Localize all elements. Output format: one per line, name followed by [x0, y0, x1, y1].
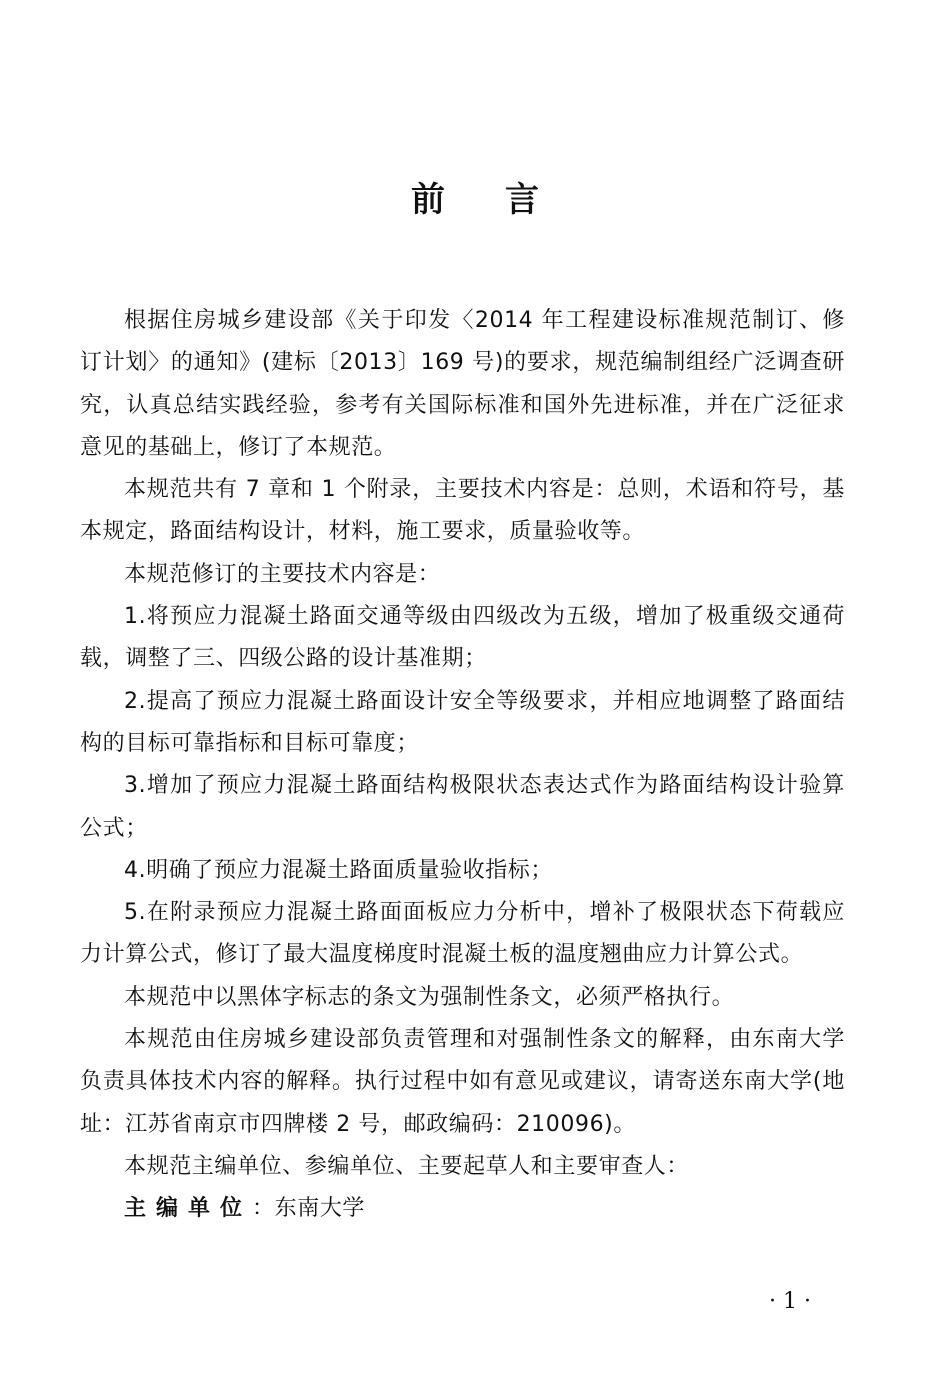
page-number: · 1 · — [769, 1289, 811, 1314]
chief-editor-value: ：东南大学 — [252, 1196, 366, 1222]
page-title: 前言 — [411, 180, 599, 220]
paragraph-revision-intro: 本规范修订的主要技术内容是： — [124, 561, 441, 587]
chief-editor-line — [80, 1188, 845, 1230]
chief-editor-label: 主编单位 — [124, 1196, 253, 1222]
paragraph-units-intro: 本规范主编单位、参编单位、主要起草人和主要审查人： — [124, 1153, 690, 1179]
paragraph-management: 本规范由住房城乡建设部负责管理和对强制性条文的解释，由东南大学负责具体技术内容的解释。执行过程中如有意见或建议，请寄送东南大学(地址：江苏省南京市四牌楼 2 号，邮政编码：210096)。 — [80, 1027, 845, 1137]
revision-item-4: 4.明确了预应力混凝土路面质量验收指标； — [124, 857, 553, 883]
revision-item-3: 3.增加了预应力混凝土路面结构极限状态表达式作为路面结构设计验算公式； — [80, 773, 845, 841]
revision-item-5: 5.在附录预应力混凝土路面面板应力分析中，增补了极限状态下荷载应力计算公式，修订了最大温度梯度时混凝土板的温度翘曲应力计算公式。 — [80, 900, 845, 968]
paragraph-mandatory: 本规范中以黑体字标志的条文为强制性条文，必须严格执行。 — [124, 984, 735, 1010]
revision-item-1: 1.将预应力混凝土路面交通等级由四级改为五级，增加了极重级交通荷载，调整了三、四级公路的设计基准期； — [80, 604, 845, 672]
paragraph-basis: 根据住房城乡建设部《关于印发〈2014 年工程建设标准规范制订、修订计划〉的通知》(建标〔2013〕169 号)的要求，规范编制组经广泛调查研究，认真总结实践经验，参考有关国际标准和国外先进标准，并在广泛征求意见的基础上，修订了本规范。 — [80, 308, 845, 460]
revision-item-2: 2.提高了预应力混凝土路面设计安全等级要求，并相应地调整了路面结构的目标可靠指标和目标可靠度； — [80, 688, 845, 756]
paragraph-content-summary: 本规范共有 7 章和 1 个附录，主要技术内容是：总则，术语和符号，基本规定，路面结构设计，材料，施工要求，质量验收等。 — [80, 477, 845, 545]
body-text — [80, 300, 845, 1231]
